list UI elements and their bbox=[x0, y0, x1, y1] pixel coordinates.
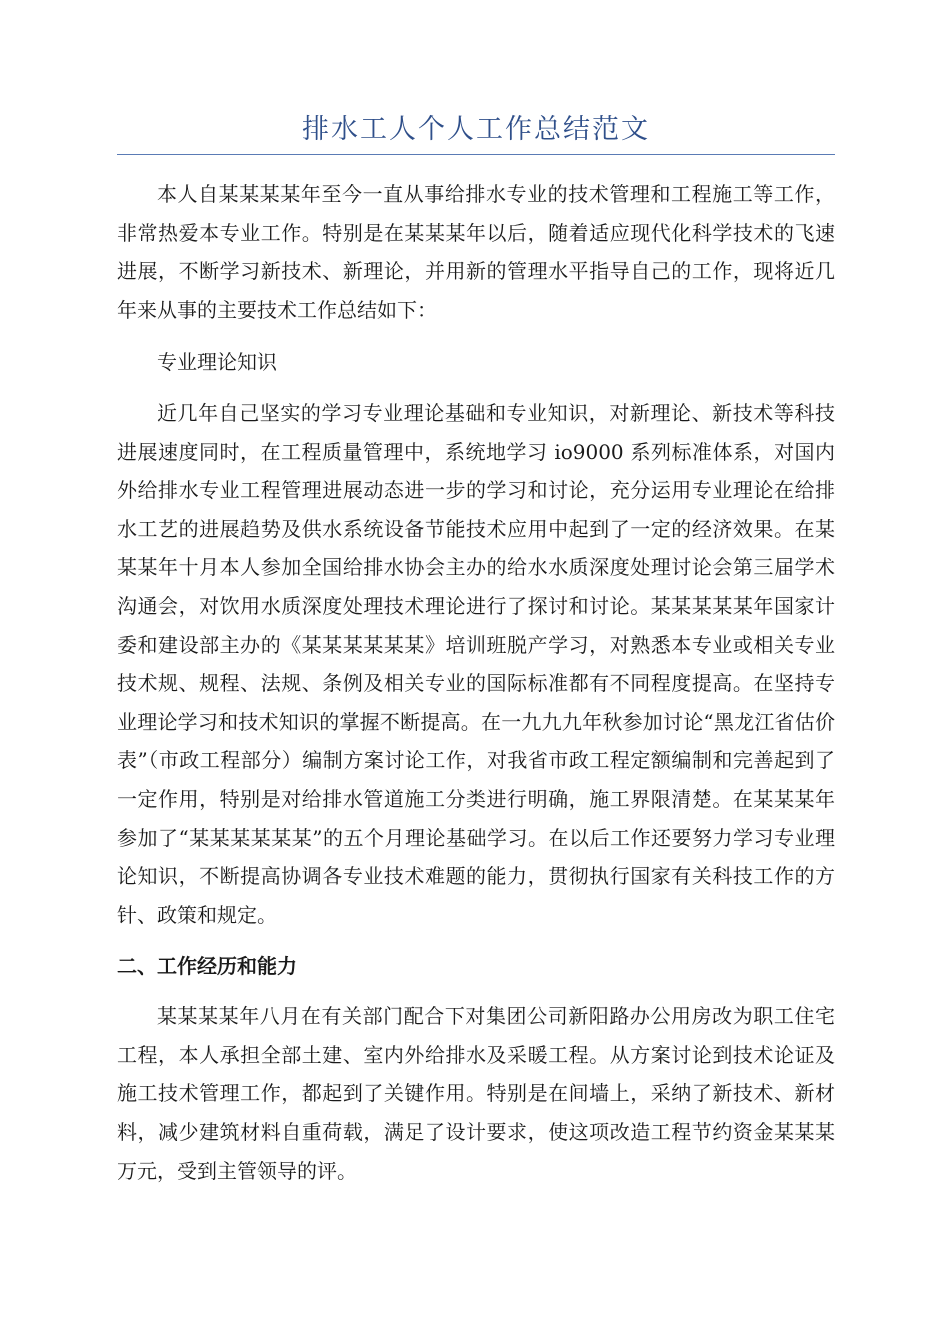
subheading-theory: 专业理论知识 bbox=[157, 350, 277, 375]
intro-paragraph: 本人自某某某某年至今一直从事给排水专业的技术管理和工程施工等工作，非常热爱本专业工作。特别是在某某某年以后，随着适应现代化科学技术的飞速进展，不断学习新技术、新理论，并用新的管理水平指导自己的工作，现将近几年来从事的主要技术工作总结如下： bbox=[117, 182, 835, 322]
theory-paragraph: 近几年自己坚实的学习专业理论基础和专业知识，对新理论、新技术等科技进展速度同时，在工程质量管理中，系统地学习 io9000 系列标准体系，对国内外给排水专业工程管理进展动态进一步的学习和讨论，充分运用专业理论在给排水工艺的进展趋势及供水系统设备节能技术应用中起到了一定的经济效果。在某某某年十月本人参加全国给排水协会主办的给水水质深度处理讨论会第三届学术沟通会，对饮用水质深度处理技术理论进行了探讨和讨论。某某某某某年国家计委和建设部主办的《某某某某某某》培训班脱产学习，对熟悉本专业或相关专业技术规、规程、法规、条例及相关专业的国际标准都有不同程度提高。在坚持专业理论学习和技术知识的掌握不断提高。在一九九九年秋参加讨论“黑龙江省估价表”（市政工程部分）编制方案讨论工作，对我省市政工程定额编制和完善起到了一定作用，特别是对给排水管道施工分类进行明确，施工界限清楚。在某某某年参加了“某某某某某某”的五个月理论基础学习。在以后工作还要努力学习专业理论知识，不断提高协调各专业技术难题的能力，贯彻执行国家有关科技工作的方针、政策和规定。 bbox=[117, 400, 835, 927]
section-heading-work-experience: 二、工作经历和能力 bbox=[117, 954, 297, 979]
document-title: 排水工人个人工作总结范文 bbox=[117, 108, 835, 155]
work-experience-paragraph: 某某某某年八月在有关部门配合下对集团公司新阳路办公用房改为职工住宅工程，本人承担全部土建、室内外给排水及采暖工程。从方案讨论到技术论证及施工技术管理工作，都起到了关键作用。特别是在间墙上，采纳了新技术、新材料，减少建筑材料自重荷载，满足了设计要求，使这项改造工程节约资金某某某万元，受到主管领导的评。 bbox=[117, 1004, 835, 1183]
document-page bbox=[117, 108, 835, 1190]
